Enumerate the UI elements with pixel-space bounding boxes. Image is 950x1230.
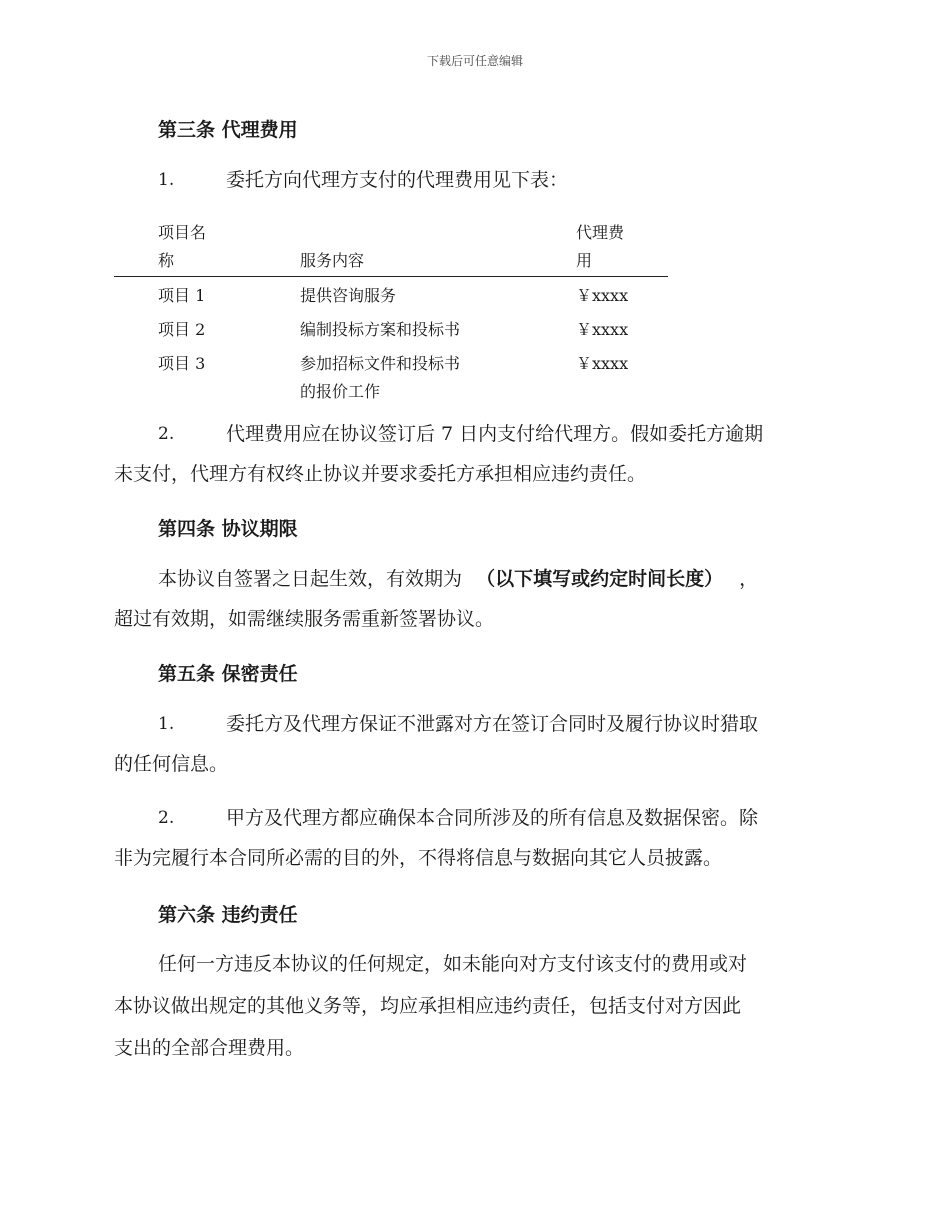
table-header-rule bbox=[114, 276, 668, 277]
sec4-line1 bbox=[158, 561, 758, 597]
row-content: 提供咨询服务 bbox=[300, 286, 397, 305]
row-fee: ￥xxxx bbox=[576, 286, 629, 305]
sec3-item2-line2: 未支付，代理方有权终止协议并要求委托方承担相应违约责任。 bbox=[114, 463, 647, 485]
section-6-title: 第六条 违约责任 bbox=[158, 904, 298, 926]
sec4-line1-comma: ， bbox=[739, 568, 759, 590]
sec6-line3: 支出的全部合理费用。 bbox=[114, 1037, 305, 1059]
section-3-title: 第三条 代理费用 bbox=[158, 119, 298, 141]
row-content: 参加招标文件和投标书 bbox=[300, 354, 461, 373]
sec3-item1-number: 1. bbox=[158, 170, 175, 190]
sec6-line1: 任何一方违反本协议的任何规定，如未能向对方支付该支付的费用或对 bbox=[158, 953, 748, 975]
sec5-item1-number: 1. bbox=[158, 714, 175, 734]
row-fee: ￥xxxx bbox=[576, 320, 629, 339]
sec4-fill-in-blank: （以下填写或约定时间长度） bbox=[476, 568, 724, 590]
section-4-title: 第四条 协议期限 bbox=[158, 518, 298, 540]
sec5-item1-line1: 委托方及代理方保证不泄露对方在签订合同时及履行协议时猎取 bbox=[226, 713, 759, 735]
page-header: 下载后可任意编辑 bbox=[426, 54, 523, 68]
row-content-continued: 的报价工作 bbox=[300, 382, 381, 401]
sec5-item2-number: 2. bbox=[158, 808, 175, 828]
table-header-fee-a: 代理费 bbox=[576, 223, 625, 242]
sec5-item2-line1: 甲方及代理方都应确保本合同所涉及的所有信息及数据保密。除 bbox=[226, 807, 759, 829]
section-5-title: 第五条 保密责任 bbox=[158, 663, 298, 685]
sec3-item1-text: 委托方向代理方支付的代理费用见下表： bbox=[226, 169, 569, 191]
row-content: 编制投标方案和投标书 bbox=[300, 320, 461, 339]
row-name: 项目 3 bbox=[158, 354, 206, 373]
sec5-item2-line2: 非为完履行本合同所必需的目的外，不得将信息与数据向其它人员披露。 bbox=[114, 847, 723, 869]
table-header-name-b: 称 bbox=[158, 251, 175, 270]
sec3-item2-line1: 代理费用应在协议签订后 7 日内支付给代理方。假如委托方逾期 bbox=[226, 423, 764, 445]
sec5-item1-line2: 的任何信息。 bbox=[114, 753, 229, 775]
sec4-line2: 超过有效期，如需继续服务需重新签署协议。 bbox=[114, 608, 495, 630]
table-header-fee-b: 用 bbox=[576, 251, 593, 270]
table-header-content: 服务内容 bbox=[300, 251, 365, 270]
sec4-line1-text: 本协议自签署之日起生效，有效期为 bbox=[158, 568, 463, 590]
row-name: 项目 2 bbox=[158, 320, 206, 339]
sec6-line2: 本协议做出规定的其他义务等，均应承担相应违约责任，包括支付对方因此 bbox=[114, 995, 742, 1017]
sec3-item2-number: 2. bbox=[158, 424, 175, 444]
row-fee: ￥xxxx bbox=[576, 354, 629, 373]
table-header-name-a: 项目名 bbox=[158, 223, 207, 242]
row-name: 项目 1 bbox=[158, 286, 206, 305]
